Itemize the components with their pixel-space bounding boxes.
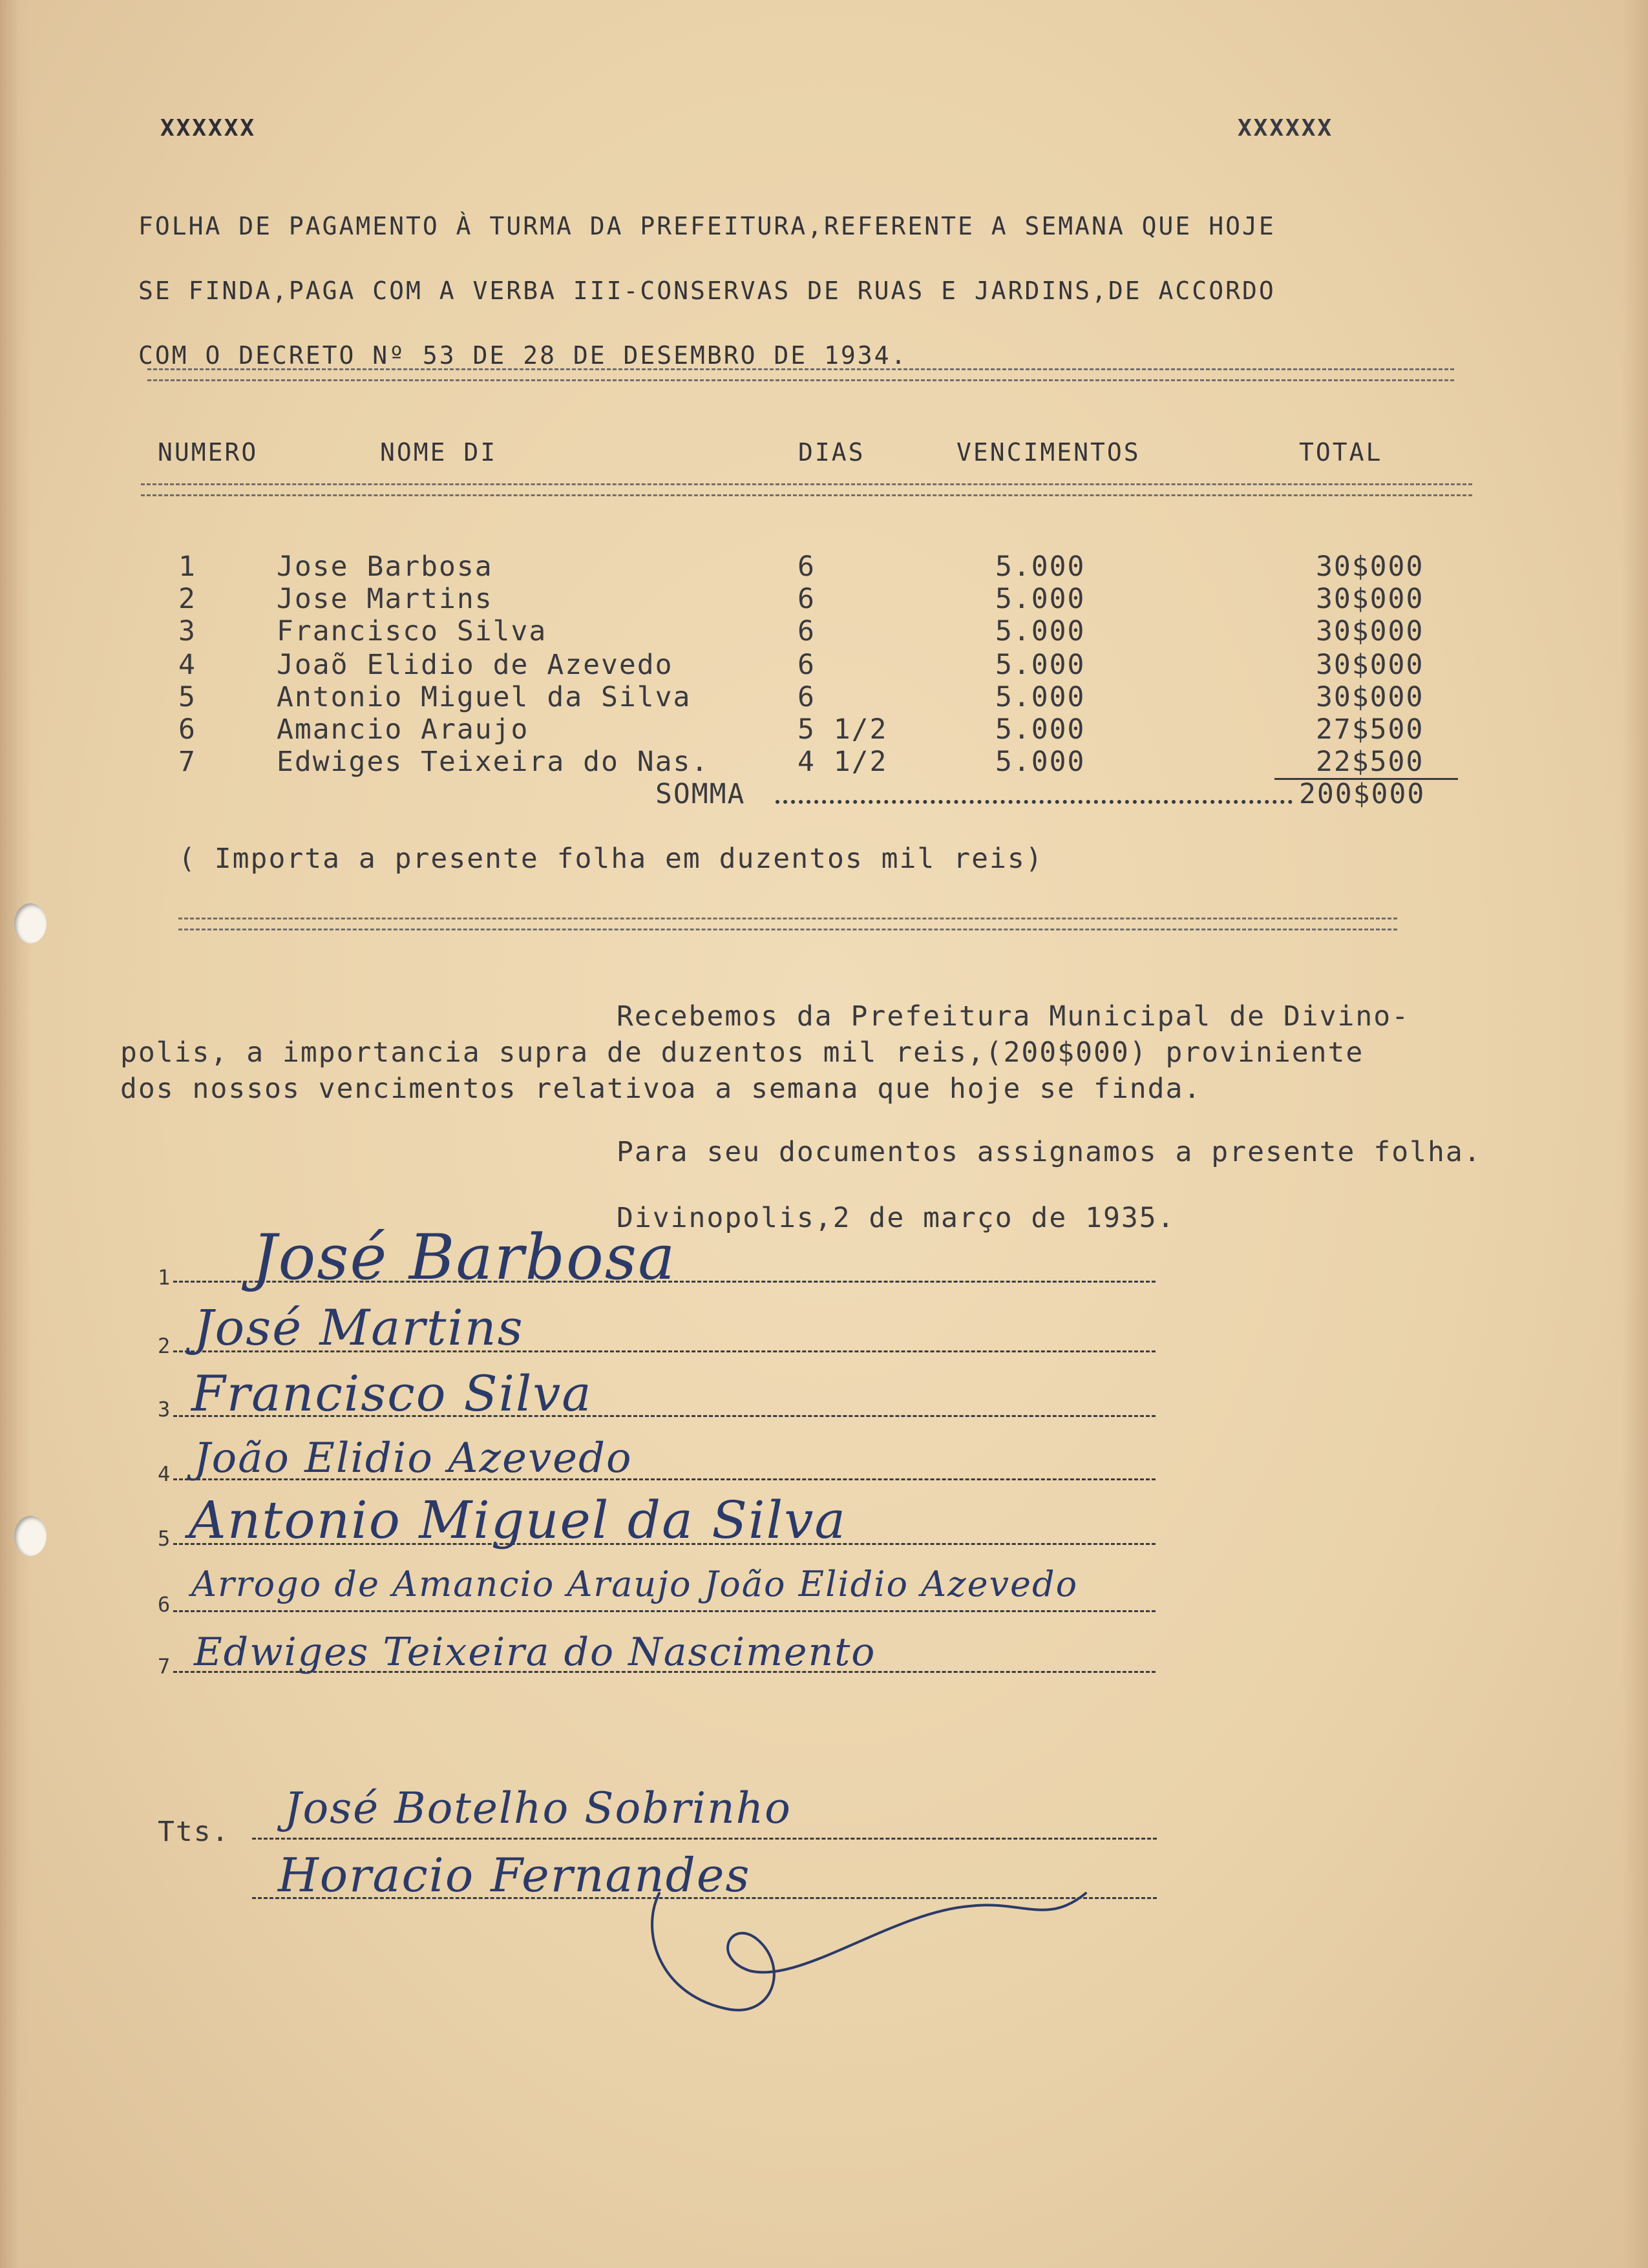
cell-numero: 6 bbox=[178, 713, 196, 746]
witness-signature-1: José Botelho Sobrinho bbox=[284, 1783, 792, 1833]
cell-vencimentos: 5.000 bbox=[995, 713, 1086, 746]
receipt-line-3: dos nossos vencimentos relativoa a semana que hoje se finda. bbox=[120, 1073, 1202, 1105]
cell-dias: 6 bbox=[798, 551, 816, 583]
signature: Edwiges Teixeira do Nascimento bbox=[194, 1630, 876, 1675]
cell-dias: 4 1/2 bbox=[798, 746, 888, 778]
punch-hole-top bbox=[14, 903, 47, 943]
cell-vencimentos: 5.000 bbox=[995, 615, 1086, 647]
signature: José Barbosa bbox=[252, 1221, 677, 1294]
header-double-rule bbox=[141, 483, 1472, 496]
cell-total: 30$000 bbox=[1316, 615, 1424, 647]
signature: Antonio Miguel da Silva bbox=[189, 1490, 847, 1550]
witness-line-1 bbox=[252, 1838, 1157, 1840]
cell-total: 22$500 bbox=[1316, 746, 1424, 778]
header-right-code: XXXXXX bbox=[1238, 115, 1334, 142]
signature-number: 4 bbox=[158, 1462, 171, 1486]
signature-line bbox=[173, 1610, 1156, 1612]
signature: José Martins bbox=[194, 1299, 524, 1356]
cell-numero: 3 bbox=[178, 615, 196, 647]
cell-dias: 6 bbox=[798, 583, 816, 615]
cell-vencimentos: 5.000 bbox=[995, 746, 1086, 778]
title-double-rule bbox=[147, 368, 1454, 381]
signature: Arrogo de Amancio Araujo João Elidio Azevedo bbox=[191, 1564, 1079, 1604]
cell-nome: Amancio Araujo bbox=[277, 713, 529, 746]
cell-numero: 2 bbox=[178, 583, 196, 615]
signature-number: 7 bbox=[158, 1654, 171, 1679]
signature-number: 2 bbox=[158, 1334, 171, 1358]
signature-number: 3 bbox=[158, 1397, 171, 1422]
cell-total: 27$500 bbox=[1316, 713, 1424, 746]
witness-signature-2: Horacio Fernandes bbox=[278, 1848, 751, 1902]
cell-total: 30$000 bbox=[1316, 649, 1424, 681]
cell-vencimentos: 5.000 bbox=[995, 649, 1086, 681]
title-line-2: SE FINDA,PAGA COM A VERBA III-CONSERVAS DE RUAS E JARDINS,DE ACCORDO bbox=[138, 277, 1276, 305]
importa-double-rule bbox=[178, 918, 1397, 930]
importa-text: ( Importa a presente folha em duzentos mil reis) bbox=[178, 843, 1044, 875]
col-header-dias: DIAS bbox=[798, 438, 865, 467]
cell-numero: 7 bbox=[178, 746, 196, 778]
cell-numero: 5 bbox=[178, 681, 196, 713]
title-line-3: COM O DECRETO Nº 53 DE 28 DE DESEMBRO DE 1934. bbox=[138, 341, 908, 370]
cell-dias: 6 bbox=[798, 681, 816, 713]
punch-hole-bottom bbox=[14, 1516, 47, 1556]
somma-dot-leader bbox=[776, 800, 1293, 804]
somma-label: SOMMA bbox=[655, 778, 746, 810]
paper-left-edge bbox=[0, 0, 31, 2268]
cell-vencimentos: 5.000 bbox=[995, 681, 1086, 713]
col-header-vencimentos: VENCIMENTOS bbox=[956, 438, 1141, 467]
col-header-numero: NUMERO bbox=[158, 438, 259, 467]
cell-vencimentos: 5.000 bbox=[995, 551, 1086, 583]
cell-dias: 6 bbox=[798, 649, 816, 681]
col-header-nome: NOME DI bbox=[380, 438, 498, 467]
cell-total: 30$000 bbox=[1316, 681, 1424, 713]
signature-number: 5 bbox=[158, 1526, 171, 1551]
somma-total: 200$000 bbox=[1299, 778, 1426, 810]
cell-numero: 1 bbox=[178, 551, 196, 583]
witness-flourish bbox=[633, 1854, 1125, 2035]
cell-vencimentos: 5.000 bbox=[995, 583, 1086, 615]
cell-nome: Jose Barbosa bbox=[277, 551, 493, 583]
cell-numero: 4 bbox=[178, 649, 196, 681]
col-header-total: TOTAL bbox=[1299, 438, 1383, 467]
cell-total: 30$000 bbox=[1316, 551, 1424, 583]
cell-nome: Jose Martins bbox=[277, 583, 493, 615]
para-text: Para seu documentos assignamos a presente folha. bbox=[617, 1136, 1482, 1168]
cell-nome: Joaõ Elidio de Azevedo bbox=[277, 649, 673, 681]
receipt-line-2: polis, a importancia supra de duzentos mil reis,(200$000) proviniente bbox=[120, 1036, 1364, 1069]
paper-right-edge bbox=[1622, 0, 1648, 2268]
cell-dias: 6 bbox=[798, 615, 816, 647]
cell-total: 30$000 bbox=[1316, 583, 1424, 615]
witness-label: Tts. bbox=[158, 1816, 230, 1848]
signature-number: 6 bbox=[158, 1592, 171, 1617]
cell-dias: 5 1/2 bbox=[798, 713, 888, 746]
signature: Francisco Silva bbox=[191, 1365, 593, 1422]
header-left-code: XXXXXX bbox=[160, 115, 257, 142]
title-line-1: FOLHA DE PAGAMENTO À TURMA DA PREFEITURA,REFERENTE A SEMANA QUE HOJE bbox=[138, 212, 1276, 240]
signature: João Elidio Azevedo bbox=[194, 1434, 633, 1482]
cell-nome: Antonio Miguel da Silva bbox=[277, 681, 692, 713]
cell-nome: Edwiges Teixeira do Nas. bbox=[277, 746, 710, 778]
signature-number: 1 bbox=[158, 1265, 171, 1290]
receipt-line-1: Recebemos da Prefeitura Municipal de Divino- bbox=[617, 1000, 1410, 1033]
cell-nome: Francisco Silva bbox=[277, 615, 547, 647]
place-date: Divinopolis,2 de março de 1935. bbox=[617, 1202, 1176, 1234]
